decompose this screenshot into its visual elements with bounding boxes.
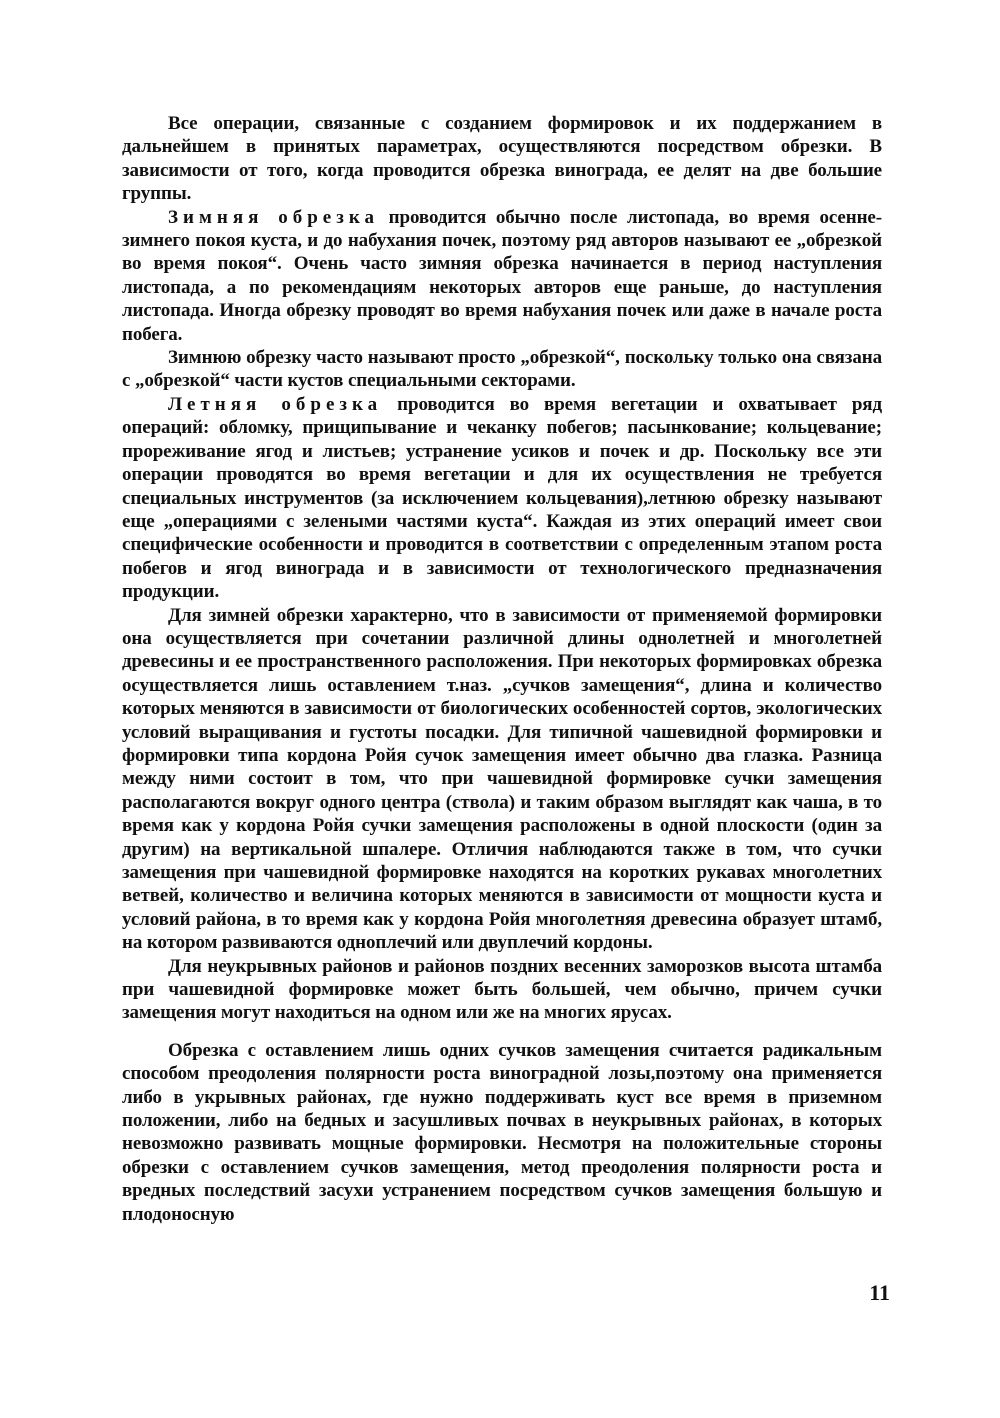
paragraph-1: Все операции, связанные с созданием формировок и их поддержанием в дальнейшем в принятых параметрах, осуществляются посредством обрезки. В зависимости от того, когда проводится обрезка винограда, ее делят на две большие группы. bbox=[122, 113, 882, 205]
paragraph-4 bbox=[122, 393, 882, 604]
paragraph-5: Для зимней обрезки характерно, что в зависимости от применяемой формировки она осуществляется при сочетании различной длины однолетней и многолетней древесины и ее пространственного расположения. При некоторых формировках обрезка осуществляется лишь оставлением т.наз. „сучков замещения“, длина и количество которых меняются в зависимости от биологических особенностей сортов, экологических условий выращивания и густоты посадки. Для типичной чашевидной формировки и формировки типа кордона Ройя сучок замещения имеет обычно два глазка. Разница между ними состоит в том, что при чашевидной формировке сучки замещения располагаются вокруг одного центра (ствола) и таким образом выглядят как чаша, в то время как у кордона Ройя сучки замещения расположены в одной плоскости (один за другим) на вертикальной шпалере. Отличия наблюдаются также в том, что сучки замещения при чашевидной формировке находятся на коротких рукавах многолетних ветвей, количество и величина которых меняются в зависимости от мощности куста и условий района, в то время как у кордона Ройя многолетняя древесина образует штамб, на котором развиваются одноплечий или двуплечий кордоны. bbox=[122, 604, 882, 954]
paragraph-2-text: проводится обычно после листопада, во время осенне-зимнего покоя куста, и до набухания почек, поэтому ряд авторов называют ее „обрезкой во время покоя“. Очень часто зимняя обрезка начинается в период наступления листопада, а по рекомендациям некоторых авторов еще раньше, до наступления листопада. Иногда обрезку проводят во время набухания почек или даже в начале роста побега. bbox=[122, 206, 882, 345]
paragraph-3: Зимнюю обрезку часто называют просто „обрезкой“, поскольку только она связана с „обрезкой“ части кустов специальными секторами. bbox=[122, 347, 882, 392]
paragraph-4-text: проводится во время вегетации и охватывает ряд операций: обломку, прищипывание и чеканку побегов; пасынкование; кольцевание; прореживание ягод и листьев; устранение усиков и почек и др. Поскольку все эти операции проводятся во время вегетации и для их осуществления не требуется специальных инструментов (за исключением кольцевания),летнюю обрезку называют еще „операциями с зелеными частями куста“. Каждая из этих операций имеет свои специфические особенности и проводится в соответствии с определенным этапом роста побегов и ягод винограда и в зависимости от технологического предназначения продукции. bbox=[122, 393, 882, 603]
paragraph-6: Для неукрывных районов и районов поздних весенних заморозков высота штамба при чашевидной формировке может быть большей, чем обычно, причем сучки замещения могут находиться на одном или же на многих ярусах. bbox=[122, 955, 882, 1024]
page-number: 11 bbox=[869, 1280, 890, 1305]
paragraph-7: Обрезка с оставлением лишь одних сучков замещения считается радикальным способом преодоления полярности роста виноградной лозы,поэтому она применяется либо в укрывных районах, где нужно поддерживать куст все время в приземном положении, либо на бедных и засушливых почвах в неукрывных районах, в которых невозможно развивать мощные формировки. Несмотря на положительные стороны обрезки с оставлением сучков замещения, метод преодоления полярности роста и вредных последствий засухи устранением посредством сучков замещения большую и плодоносную bbox=[122, 1039, 882, 1225]
paragraph-2 bbox=[122, 206, 882, 346]
term-summer-pruning: Летняя обрезка bbox=[168, 393, 383, 415]
term-winter-pruning: Зимняя обрезка bbox=[168, 206, 379, 228]
body-text bbox=[122, 112, 882, 1226]
